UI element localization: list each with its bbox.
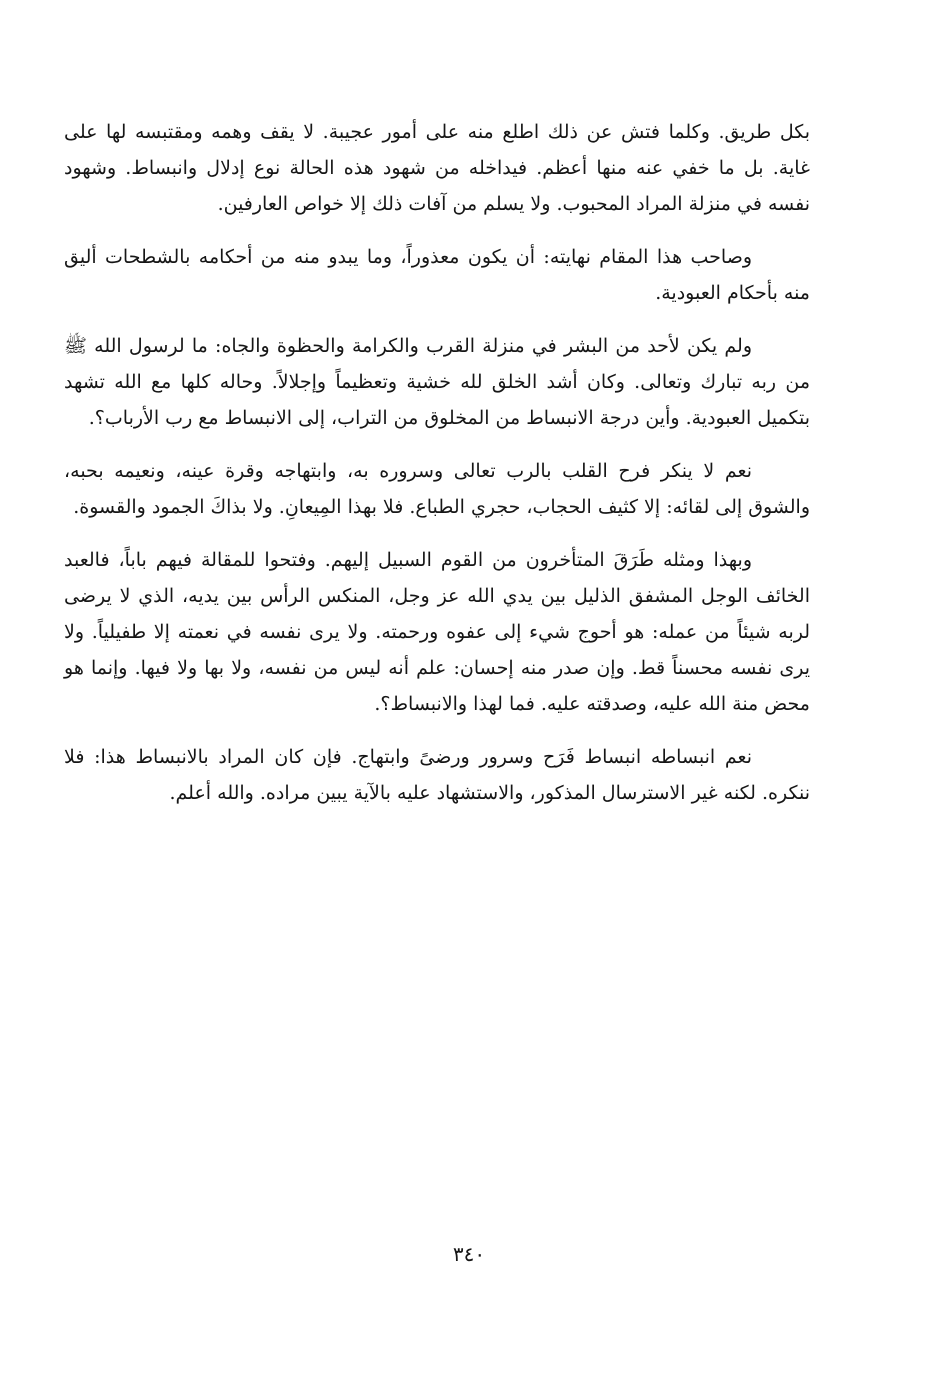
paragraph-1: بكل طريق. وكلما فتش عن ذلك اطلع منه على أمور عجيبة. لا يقف وهمه ومقتبسه لها على غاية. بل ما خفي عنه منها أعظم. فيداخله من شهود هذه الحالة نوع إدلال وانبساط. وشهود نفسه في منزلة المراد المحبوب. ولا يسلم من آفات ذلك إلا خواص العارفين. (64, 121, 810, 215)
paragraph-4: نعم لا ينكر فرح القلب بالرب تعالى وسروره به، وابتهاجه وقرة عينه، ونعيمه بحبه، والشوق إلى لقائه: إلا كثيف الحجاب، حجري الطباع. فلا بهذا المِيعانِ. ولا بذاكَ الجمود والقسوة. (64, 460, 810, 518)
page-number: ٣٤٠ (452, 1242, 486, 1266)
paragraph-6: نعم انبساطه انبساط فَرَح وسرور ورضىً وابتهاج. فإن كان المراد بالانبساط هذا: فلا ننكره. لكنه غير الاسترسال المذكور، والاستشهاد عليه بالآية يبين مراده. والله أعلم. (64, 746, 810, 804)
paragraph-2: وصاحب هذا المقام نهايته: أن يكون معذوراً، وما يبدو منه من أحكامه بالشطحات أليق منه بأحكام العبودية. (64, 246, 810, 304)
paragraph-3: ولم يكن لأحد من البشر في منزلة القرب والكرامة والحظوة والجاه: ما لرسول الله ﷺ من ربه تبارك وتعالى. وكان أشد الخلق لله خشية وتعظيماً وإجلالاً. وحاله كلها مع الله تشهد بتكميل العبودية. وأين درجة الانبساط من المخلوق من التراب، إلى الانبساط مع رب الأرباب؟. (64, 335, 810, 429)
body-text (64, 114, 810, 828)
paragraph-5: وبهذا ومثله طَرَقَ المتأخرون من القوم السبيل إليهم. وفتحوا للمقالة فيهم باباً، فالعبد الخائف الوجل المشفق الذليل بين يدي الله عز وجل، المنكس الرأس بين يديه، الذي لا يرضى لربه شيئاً من عمله: هو أحوج شيء إلى عفوه ورحمته. ولا يرى نفسه في نعمته إلا طفيلياً. ولا يرى نفسه محسناً قط. وإن صدر منه إحسان: علم أنه ليس من نفسه، ولا بها ولا فيها. وإنما هو محض منة الله عليه، وصدقته عليه. فما لهذا والانبساط؟. (64, 549, 810, 715)
